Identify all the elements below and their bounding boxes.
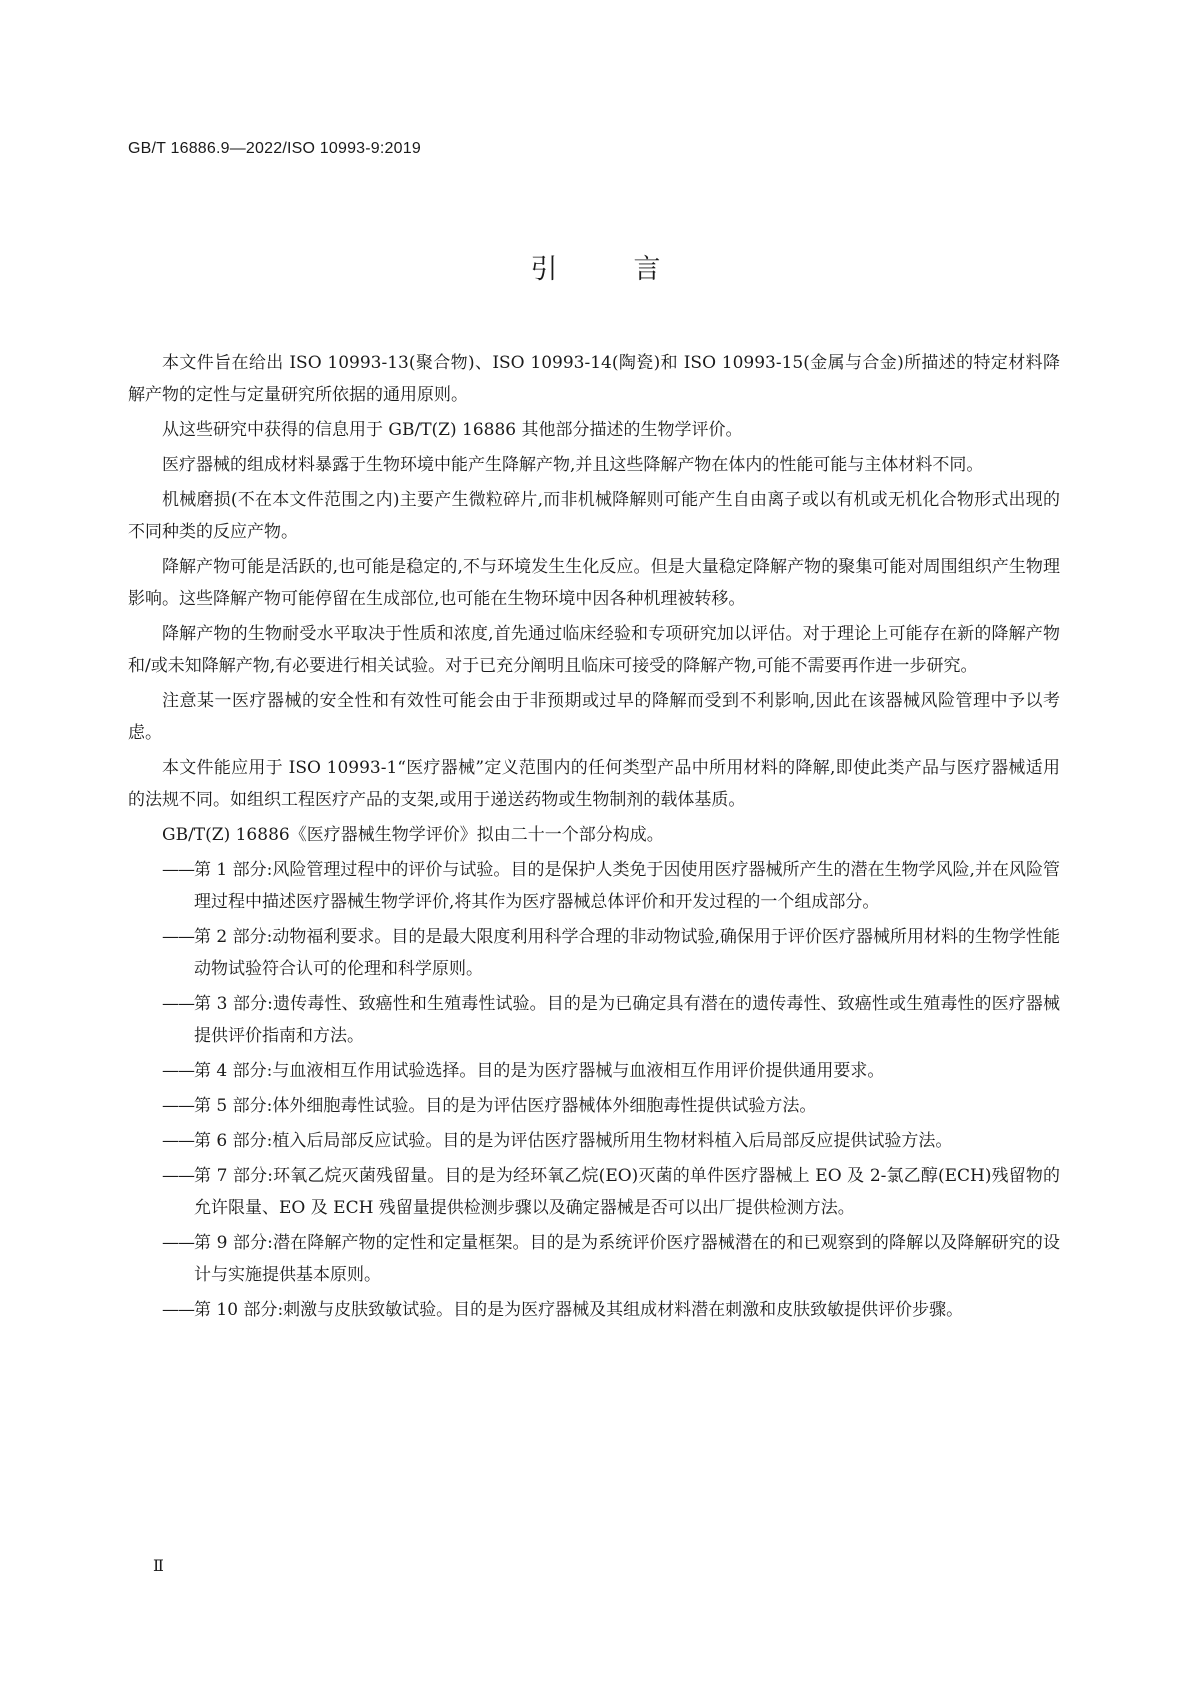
list-dash: —— xyxy=(162,994,194,1014)
section-title: 引言 xyxy=(530,254,737,285)
list-dash: —— xyxy=(162,1233,194,1253)
list-item-text: 第 9 部分:潜在降解产物的定性和定量框架。目的是为系统评价医疗器械潜在的和已观察到的降解以及降解研究的设计与实施提供基本原则。 xyxy=(194,1233,1060,1285)
list-item-text: 第 10 部分:刺激与皮肤致敏试验。目的是为医疗器械及其组成材料潜在刺激和皮肤致敏提供评价步骤。 xyxy=(194,1300,964,1320)
list-dash: —— xyxy=(162,927,194,947)
document-header: GB/T 16886.9—2022/ISO 10993-9:2019 xyxy=(128,140,421,157)
list-item xyxy=(128,1125,1060,1157)
list-item xyxy=(128,1055,1060,1087)
paragraph: 注意某一医疗器械的安全性和有效性可能会由于非预期或过早的降解而受到不利影响,因此在该器械风险管理中予以考虑。 xyxy=(128,691,1060,743)
list-item xyxy=(128,921,1060,985)
list-dash: —— xyxy=(162,1096,194,1116)
list-item-text: 第 6 部分:植入后局部反应试验。目的是为评估医疗器械所用生物材料植入后局部反应提供试验方法。 xyxy=(194,1131,953,1151)
paragraph: 降解产物可能是活跃的,也可能是稳定的,不与环境发生生化反应。但是大量稳定降解产物的聚集可能对周围组织产生物理影响。这些降解产物可能停留在生成部位,也可能在生物环境中因各种机理被转移。 xyxy=(128,557,1060,609)
list-dash: —— xyxy=(162,1061,194,1081)
paragraph: 从这些研究中获得的信息用于 GB/T(Z) 16886 其他部分描述的生物学评价。 xyxy=(162,420,743,440)
list-item xyxy=(128,854,1060,918)
list-item-text: 第 1 部分:风险管理过程中的评价与试验。目的是保护人类免于因使用医疗器械所产生的潜在生物学风险,并在风险管理过程中描述医疗器械生物学评价,将其作为医疗器械总体评价和开发过程的一个组成部分。 xyxy=(194,860,1060,912)
list-item xyxy=(128,1227,1060,1291)
list-item xyxy=(128,1090,1060,1122)
list-item-text: 第 5 部分:体外细胞毒性试验。目的是为评估医疗器械体外细胞毒性提供试验方法。 xyxy=(194,1096,817,1116)
paragraph: 本文件能应用于 ISO 10993-1“医疗器械”定义范围内的任何类型产品中所用材料的降解,即使此类产品与医疗器械适用的法规不同。如组织工程医疗产品的支架,或用于递送药物或生物制剂的载体基质。 xyxy=(128,758,1060,810)
list-dash: —— xyxy=(162,1300,194,1320)
list-item xyxy=(128,1160,1060,1224)
paragraph: 本文件旨在给出 ISO 10993-13(聚合物)、ISO 10993-14(陶瓷)和 ISO 10993-15(金属与合金)所描述的特定材料降解产物的定性与定量研究所依据的通用原则。 xyxy=(128,353,1060,405)
paragraph: 降解产物的生物耐受水平取决于性质和浓度,首先通过临床经验和专项研究加以评估。对于理论上可能存在新的降解产物和/或未知降解产物,有必要进行相关试验。对于已充分阐明且临床可接受的降解产物,可能不需要再作进一步研究。 xyxy=(128,624,1060,676)
list-item xyxy=(128,1294,1060,1326)
list-item-text: 第 4 部分:与血液相互作用试验选择。目的是为医疗器械与血液相互作用评价提供通用要求。 xyxy=(194,1061,885,1081)
page-number: Ⅱ xyxy=(153,1556,164,1575)
list-item xyxy=(128,988,1060,1052)
list-dash: —— xyxy=(162,860,194,880)
paragraph: GB/T(Z) 16886《医疗器械生物学评价》拟由二十一个部分构成。 xyxy=(162,825,664,845)
paragraph: 医疗器械的组成材料暴露于生物环境中能产生降解产物,并且这些降解产物在体内的性能可能与主体材料不同。 xyxy=(162,455,984,475)
list-item-text: 第 2 部分:动物福利要求。目的是最大限度利用科学合理的非动物试验,确保用于评价医疗器械所用材料的生物学性能动物试验符合认可的伦理和科学原则。 xyxy=(194,927,1060,979)
page-content xyxy=(128,347,1060,1329)
list-item-text: 第 7 部分:环氧乙烷灭菌残留量。目的是为经环氧乙烷(EO)灭菌的单件医疗器械上 EO 及 2-氯乙醇(ECH)残留物的允许限量、EO 及 ECH 残留量提供检测步骤以及确定器械是否可以出厂提供检测方法。 xyxy=(194,1166,1060,1218)
list-item-text: 第 3 部分:遗传毒性、致癌性和生殖毒性试验。目的是为已确定具有潜在的遗传毒性、致癌性或生殖毒性的医疗器械提供评价指南和方法。 xyxy=(194,994,1060,1046)
list-dash: —— xyxy=(162,1131,194,1151)
paragraph: 机械磨损(不在本文件范围之内)主要产生微粒碎片,而非机械降解则可能产生自由离子或以有机或无机化合物形式出现的不同种类的反应产物。 xyxy=(128,490,1060,542)
list-dash: —— xyxy=(162,1166,194,1186)
